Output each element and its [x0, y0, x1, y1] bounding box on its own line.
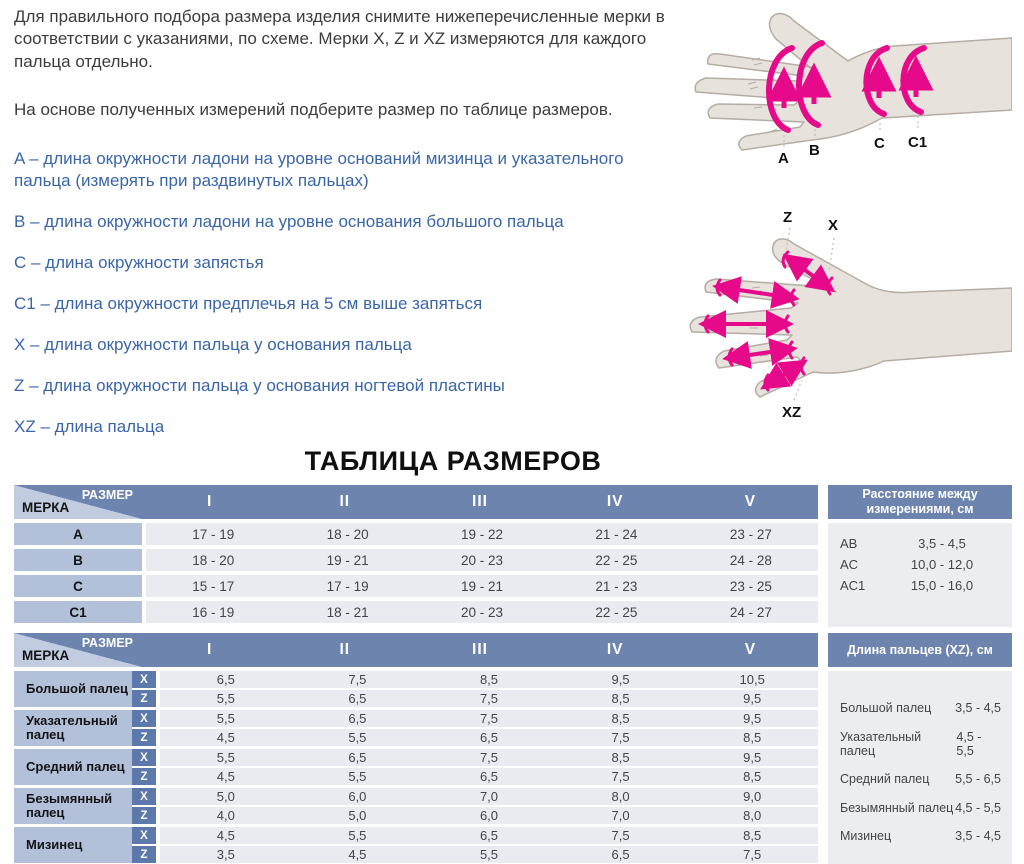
- table-cell: 23 - 25: [729, 578, 772, 594]
- diagram2-label-z: Z: [783, 209, 793, 226]
- table-cell: 5,5: [216, 750, 235, 765]
- finger-label: Указательный палец: [14, 710, 132, 746]
- table-header: [14, 633, 818, 667]
- table-cell: 5,5: [216, 691, 235, 706]
- table-cell: 9,5: [611, 672, 630, 687]
- table-cell: 5,5: [216, 711, 235, 726]
- panel-row-label: AC1: [840, 578, 866, 593]
- diagram2-label-x: X: [828, 217, 839, 234]
- panel-header: Расстояние между измерениями, см: [828, 485, 1012, 519]
- hand-circumference-diagram: [682, 8, 1012, 166]
- column-header-iv: IV: [606, 493, 624, 510]
- hand-fingers-diagram: [682, 200, 1012, 428]
- panel-row-value: 3,5 - 4,5: [918, 536, 966, 551]
- panel-row-value: 3,5 - 4,5: [955, 829, 1001, 843]
- top-section: [14, 6, 1012, 438]
- table-cell: 7,5: [479, 691, 499, 706]
- x-badge: X: [132, 827, 156, 844]
- finger-row-ring: [14, 788, 818, 824]
- panel-row-value: 4,5 - 5,5: [956, 729, 982, 758]
- size-columns: [142, 633, 818, 667]
- panel-row: [828, 772, 1012, 786]
- definition-c: C – длина окружности запястья: [14, 253, 264, 273]
- panel-row-value: 10,0 - 12,0: [910, 557, 974, 572]
- corner-measure-label: МЕРКА: [22, 648, 70, 663]
- definition-xz: XZ – длина пальца: [14, 417, 165, 437]
- panel-row-label: Большой палец: [840, 701, 932, 715]
- fingers-section: [14, 633, 1012, 864]
- hand-outline: [690, 239, 1012, 397]
- table-cell: 15 - 17: [192, 578, 235, 594]
- table-cell: 6,0: [348, 789, 367, 804]
- finger-row-pinky: [14, 827, 818, 863]
- x-badge: X: [132, 671, 156, 688]
- column-header-iv: IV: [606, 641, 624, 658]
- finger-label: Средний палец: [14, 749, 132, 785]
- size-table-fingers: [14, 633, 818, 864]
- panel-row: [828, 533, 1012, 554]
- table-cell: 18 - 21: [326, 604, 369, 620]
- panel-row-value: 15,0 - 16,0: [910, 578, 974, 593]
- z-badge: Z: [132, 846, 156, 863]
- diagram1-label-a: A: [778, 150, 789, 166]
- finger-label: Мизинец: [14, 827, 132, 863]
- definition-a: A – длина окружности ладони на уровне оснований мизинца и указательного пальца (измерять при раздвинутых пальцах): [14, 148, 624, 190]
- table-cell: 6,5: [479, 769, 499, 784]
- table-cell: 8,0: [611, 789, 630, 804]
- z-badge: Z: [132, 729, 156, 746]
- row-label: B: [14, 549, 142, 571]
- panel-row-value: 4,5 - 5,5: [955, 800, 1001, 815]
- table-header: [14, 485, 818, 519]
- column-header-iii: III: [472, 641, 488, 658]
- circumference-section: [14, 485, 1012, 627]
- column-header-iii: III: [472, 493, 488, 510]
- table-cell: 19 - 22: [461, 526, 504, 542]
- row-label: C1: [14, 601, 142, 623]
- panel-row-label: AC: [840, 557, 859, 572]
- table-cell: 8,5: [479, 672, 499, 687]
- table-cell: 7,5: [479, 711, 499, 726]
- table-cell: 8,5: [743, 828, 762, 843]
- table-cell: 8,5: [611, 711, 630, 726]
- table-cell: 7,0: [611, 808, 630, 823]
- table-corner: [14, 633, 142, 667]
- panel-row: [828, 554, 1012, 575]
- table-cell: 7,0: [479, 789, 499, 804]
- table-cell: 6,5: [479, 730, 499, 745]
- table-cell: 17 - 19: [192, 526, 235, 542]
- definition-z: Z – длина окружности пальца у основания ногтевой пластины: [14, 376, 505, 396]
- table-cell: 18 - 20: [326, 526, 369, 542]
- table-cell: 4,0: [216, 808, 235, 823]
- finger-label: Большой палец: [14, 671, 132, 707]
- column-header-i: I: [206, 641, 213, 658]
- table-cell: 9,5: [743, 750, 762, 765]
- panel-row: [828, 829, 1012, 843]
- corner-size-label: РАЗМЕР: [81, 636, 133, 650]
- corner-measure-label: МЕРКА: [22, 500, 70, 515]
- column-header-v: V: [744, 641, 757, 658]
- definition-c1: C1 – длина окружности предплечья на 5 см выше запяться: [14, 294, 483, 314]
- table-row-c: [14, 575, 818, 597]
- panel-row: [828, 801, 1012, 815]
- column-header-ii: II: [339, 641, 351, 658]
- x-badge: X: [132, 749, 156, 766]
- table-cell: 7,5: [611, 730, 630, 745]
- corner-size-label: РАЗМЕР: [81, 488, 133, 502]
- finger-row-index: [14, 710, 818, 746]
- finger-label: Безымянный палец: [14, 788, 132, 824]
- table-row-a: [14, 523, 818, 545]
- table-cell: 16 - 19: [192, 604, 235, 620]
- table-cell: 7,5: [479, 750, 499, 765]
- table-cell: 3,5: [216, 847, 235, 862]
- diagram1-label-b: B: [809, 142, 820, 159]
- table-cell: 7,5: [611, 769, 630, 784]
- table-cell: 23 - 27: [729, 526, 772, 542]
- table-cell: 8,5: [743, 769, 762, 784]
- instructions-column: [14, 6, 678, 438]
- row-label: A: [14, 523, 142, 545]
- finger-length-panel: [828, 633, 1012, 864]
- table-cell: 4,5: [348, 847, 367, 862]
- intro-paragraph-1: Для правильного подбора размера изделия снимите нижеперечисленные мерки в соответствии с указаниями, по схеме. Мерки X, Z и XZ измеряются для каждого пальца отдельно.: [14, 7, 665, 71]
- table-cell: 21 - 23: [595, 578, 638, 594]
- intro-paragraph-2: На основе полученных измерений подберите размер по таблице размеров.: [14, 100, 613, 120]
- table-cell: 24 - 28: [729, 552, 772, 568]
- z-badge: Z: [132, 690, 156, 707]
- table-cell: 20 - 23: [461, 552, 504, 568]
- hand-outline: [695, 14, 1012, 150]
- table-cell: 10,5: [739, 672, 765, 687]
- table-cell: 6,5: [348, 711, 367, 726]
- diagram1-label-c1: C1: [908, 134, 928, 151]
- table-cell: 22 - 25: [595, 552, 638, 568]
- table-cell: 8,5: [611, 750, 630, 765]
- panel-header: Длина пальцев (XZ), см: [828, 633, 1012, 667]
- table-row-c1: [14, 601, 818, 623]
- table-cell: 7,5: [743, 847, 762, 862]
- x-badge: X: [132, 788, 156, 805]
- panel-row: [828, 730, 1012, 758]
- table-cell: 18 - 20: [192, 552, 235, 568]
- table-cell: 5,5: [348, 769, 367, 784]
- panel-row: [828, 575, 1012, 596]
- table-cell: 17 - 19: [326, 578, 369, 594]
- finger-row-thumb: [14, 671, 818, 707]
- column-header-v: V: [744, 493, 757, 510]
- table-cell: 7,5: [348, 672, 367, 687]
- table-cell: 9,5: [743, 711, 762, 726]
- diagrams-column: [682, 6, 1012, 438]
- table-cell: 9,0: [743, 789, 762, 804]
- table-cell: 5,5: [479, 847, 499, 862]
- panel-row-label: Безымянный палец: [840, 800, 954, 815]
- table-cell: 20 - 23: [461, 604, 504, 620]
- table-cell: 5,5: [348, 828, 367, 843]
- panel-row-value: 3,5 - 4,5: [955, 701, 1001, 715]
- table-cell: 6,5: [479, 828, 499, 843]
- panel-row: [828, 701, 1012, 715]
- x-badge: X: [132, 710, 156, 727]
- definition-x: X – длина окружности пальца у основания пальца: [14, 335, 412, 355]
- column-header-i: I: [206, 493, 213, 510]
- z-badge: Z: [132, 807, 156, 824]
- table-cell: 6,5: [611, 847, 630, 862]
- table-cell: 8,5: [743, 730, 762, 745]
- table-cell: 6,5: [348, 691, 367, 706]
- table-cell: 6,5: [216, 672, 235, 687]
- table-cell: 19 - 21: [461, 578, 504, 594]
- panel-row-label: Средний палец: [840, 772, 930, 786]
- table-cell: 6,0: [479, 808, 499, 823]
- table-cell: 24 - 27: [729, 604, 772, 620]
- table-row-b: [14, 549, 818, 571]
- panel-row-label: AB: [840, 536, 858, 551]
- table-cell: 5,0: [216, 789, 235, 804]
- distance-panel: [828, 485, 1012, 627]
- table-cell: 4,5: [216, 828, 235, 843]
- z-badge: Z: [132, 768, 156, 785]
- table-cell: 21 - 24: [595, 526, 638, 542]
- table-cell: 8,0: [743, 808, 762, 823]
- table-cell: 6,5: [348, 750, 367, 765]
- panel-row-label: Указательный палец: [840, 729, 922, 758]
- table-cell: 4,5: [216, 730, 235, 745]
- table-cell: 19 - 21: [326, 552, 369, 568]
- size-table-circumference: [14, 485, 818, 627]
- table-cell: 9,5: [743, 691, 762, 706]
- table-cell: 22 - 25: [595, 604, 638, 620]
- column-header-ii: II: [339, 493, 351, 510]
- panel-row-value: 5,5 - 6,5: [955, 772, 1001, 786]
- definition-b: B – длина окружности ладони на уровне основания большого пальца: [14, 211, 564, 231]
- table-corner: [14, 485, 142, 519]
- page-title: ТАБЛИЦА РАЗМЕРОВ: [304, 446, 602, 476]
- finger-row-middle: [14, 749, 818, 785]
- table-cell: 5,0: [348, 808, 367, 823]
- table-cell: 8,5: [611, 691, 630, 706]
- table-cell: 5,5: [348, 730, 367, 745]
- panel-row-label: Мизинец: [840, 829, 892, 843]
- size-columns: [142, 485, 818, 519]
- diagram2-label-xz: XZ: [782, 404, 802, 421]
- table-cell: 7,5: [611, 828, 630, 843]
- diagram1-label-c: C: [874, 135, 885, 152]
- row-label: C: [14, 575, 142, 597]
- table-cell: 4,5: [216, 769, 235, 784]
